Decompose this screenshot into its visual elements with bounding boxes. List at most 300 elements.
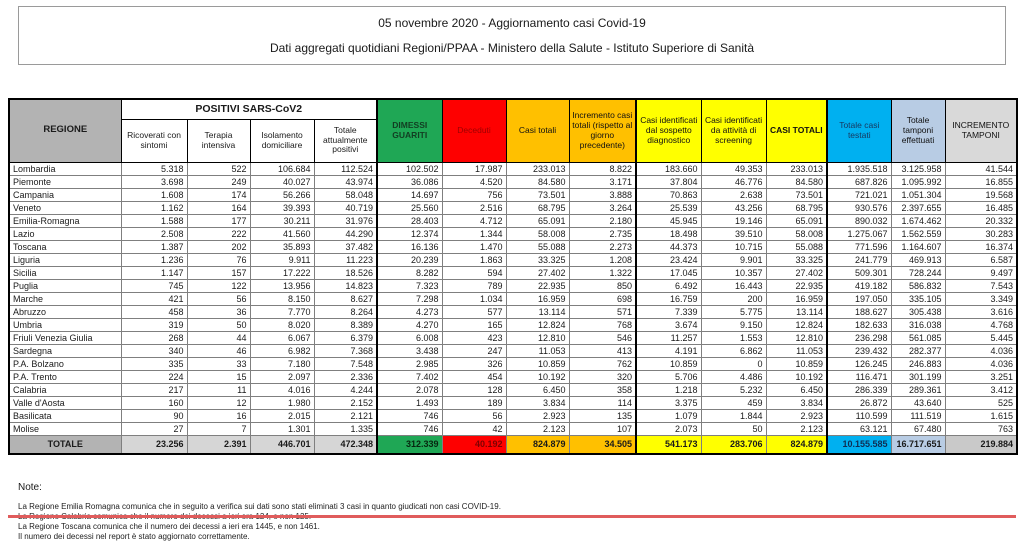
value-cell: 15 (187, 370, 250, 383)
value-cell: 67.480 (891, 422, 945, 435)
value-cell: 55.088 (766, 240, 827, 253)
value-cell: 6.492 (636, 279, 701, 292)
col-header-incremento-casi: Incremento casi totali (rispetto al giorno precedente) (569, 99, 636, 162)
value-cell: 16.485 (945, 201, 1017, 214)
total-value-cell: 824.879 (766, 435, 827, 454)
value-cell: 177 (187, 214, 250, 227)
value-cell: 1.844 (701, 409, 766, 422)
value-cell: 58.008 (506, 227, 569, 240)
value-cell: 164 (187, 201, 250, 214)
value-cell: 10.715 (701, 240, 766, 253)
table-row (9, 175, 1017, 188)
value-cell: 25.539 (636, 201, 701, 214)
value-cell: 268 (121, 331, 187, 344)
value-cell: 39.510 (701, 227, 766, 240)
value-cell: 44 (187, 331, 250, 344)
value-cell: 721.021 (827, 188, 891, 201)
value-cell: 39.393 (250, 201, 314, 214)
value-cell: 22.935 (766, 279, 827, 292)
value-cell: 188.627 (827, 305, 891, 318)
value-cell: 3.674 (636, 318, 701, 331)
region-name: Friuli Venezia Giulia (9, 331, 121, 344)
value-cell: 239.432 (827, 344, 891, 357)
value-cell: 246.883 (891, 357, 945, 370)
value-cell: 12.374 (377, 227, 442, 240)
col-header-isolamento: Isolamento domiciliare (250, 119, 314, 162)
value-cell: 3.171 (569, 175, 636, 188)
value-cell: 73.501 (506, 188, 569, 201)
value-cell: 20.332 (945, 214, 1017, 227)
value-cell: 1.079 (636, 409, 701, 422)
value-cell: 11.257 (636, 331, 701, 344)
table-row (9, 188, 1017, 201)
value-cell: 2.273 (569, 240, 636, 253)
value-cell: 1.301 (250, 422, 314, 435)
value-cell: 116.471 (827, 370, 891, 383)
value-cell: 423 (442, 331, 506, 344)
value-cell: 1.034 (442, 292, 506, 305)
value-cell: 594 (442, 266, 506, 279)
table-row (9, 279, 1017, 292)
table-row (9, 253, 1017, 266)
value-cell: 90 (121, 409, 187, 422)
value-cell: 1.935.518 (827, 162, 891, 175)
value-cell: 37.482 (314, 240, 377, 253)
value-cell: 233.013 (506, 162, 569, 175)
value-cell: 46.776 (701, 175, 766, 188)
value-cell: 789 (442, 279, 506, 292)
value-cell: 36.086 (377, 175, 442, 188)
col-header-regione: REGIONE (9, 99, 121, 162)
col-header-screening: Casi identificati da attività di screening (701, 99, 766, 162)
value-cell: 6.379 (314, 331, 377, 344)
value-cell: 107 (569, 422, 636, 435)
report-header (18, 6, 1006, 65)
value-cell: 2.516 (442, 201, 506, 214)
region-name: Umbria (9, 318, 121, 331)
value-cell: 10.357 (701, 266, 766, 279)
value-cell: 73.501 (766, 188, 827, 201)
value-cell: 3.251 (945, 370, 1017, 383)
col-header-sospetto-diagnostico: Casi identificati dal sospetto diagnostico (636, 99, 701, 162)
value-cell: 102.502 (377, 162, 442, 175)
value-cell: 49.353 (701, 162, 766, 175)
value-cell: 771.596 (827, 240, 891, 253)
value-cell: 14.823 (314, 279, 377, 292)
value-cell: 316.038 (891, 318, 945, 331)
region-name: Marche (9, 292, 121, 305)
value-cell: 33.325 (506, 253, 569, 266)
region-name: Puglia (9, 279, 121, 292)
value-cell: 135 (569, 409, 636, 422)
region-name: Emilia-Romagna (9, 214, 121, 227)
value-cell: 30.211 (250, 214, 314, 227)
value-cell: 68.795 (506, 201, 569, 214)
col-header-totale-casi-testati: Totale casi testati (827, 99, 891, 162)
value-cell: 2.097 (250, 370, 314, 383)
value-cell: 469.913 (891, 253, 945, 266)
value-cell: 2.508 (121, 227, 187, 240)
value-cell: 2.078 (377, 383, 442, 396)
value-cell: 222 (187, 227, 250, 240)
value-cell: 358 (569, 383, 636, 396)
table-row (9, 396, 1017, 409)
value-cell: 46 (187, 344, 250, 357)
region-name: Liguria (9, 253, 121, 266)
value-cell: 522 (187, 162, 250, 175)
value-cell: 217 (121, 383, 187, 396)
value-cell: 7.368 (314, 344, 377, 357)
table-row (9, 409, 1017, 422)
value-cell: 2.397.655 (891, 201, 945, 214)
value-cell: 930.576 (827, 201, 891, 214)
value-cell: 1.051.304 (891, 188, 945, 201)
value-cell: 5.775 (701, 305, 766, 318)
value-cell: 122 (187, 279, 250, 292)
report-title: 05 novembre 2020 - Aggiornamento casi Covid-19 (378, 16, 646, 30)
value-cell: 890.032 (827, 214, 891, 227)
value-cell: 165 (442, 318, 506, 331)
total-value-cell: 472.348 (314, 435, 377, 454)
report-subtitle: Dati aggregati quotidiani Regioni/PPAA - Ministero della Salute - Istituto Superiore di Sanità (269, 41, 755, 55)
value-cell: 43.256 (701, 201, 766, 214)
value-cell: 12.824 (766, 318, 827, 331)
value-cell: 7.323 (377, 279, 442, 292)
value-cell: 23.424 (636, 253, 701, 266)
value-cell: 44.373 (636, 240, 701, 253)
value-cell: 8.020 (250, 318, 314, 331)
value-cell: 16 (187, 409, 250, 422)
value-cell: 65.091 (766, 214, 827, 227)
notes-lines (18, 502, 1024, 542)
value-cell: 4.036 (945, 357, 1017, 370)
value-cell: 18.498 (636, 227, 701, 240)
value-cell: 65.091 (506, 214, 569, 227)
value-cell: 0 (701, 357, 766, 370)
value-cell: 7.543 (945, 279, 1017, 292)
value-cell: 2.923 (766, 409, 827, 422)
value-cell: 236.298 (827, 331, 891, 344)
value-cell: 174 (187, 188, 250, 201)
value-cell: 746 (377, 409, 442, 422)
value-cell: 289.361 (891, 383, 945, 396)
value-cell: 8.264 (314, 305, 377, 318)
value-cell: 28.403 (377, 214, 442, 227)
col-header-deceduti: Deceduti (442, 99, 506, 162)
value-cell: 18.526 (314, 266, 377, 279)
covid-data-table (8, 98, 1018, 455)
value-cell: 2.073 (636, 422, 701, 435)
value-cell: 459 (701, 396, 766, 409)
col-header-incremento-tamponi: INCREMENTO TAMPONI (945, 99, 1017, 162)
value-cell: 16.959 (766, 292, 827, 305)
value-cell: 157 (187, 266, 250, 279)
value-cell: 7 (187, 422, 250, 435)
value-cell: 11.053 (766, 344, 827, 357)
table-row (9, 214, 1017, 227)
table-row (9, 344, 1017, 357)
value-cell: 50 (187, 318, 250, 331)
value-cell: 50 (701, 422, 766, 435)
table-row (9, 422, 1017, 435)
value-cell: 2.180 (569, 214, 636, 227)
value-cell: 2.985 (377, 357, 442, 370)
table-row (9, 227, 1017, 240)
value-cell: 1.553 (701, 331, 766, 344)
value-cell: 182.633 (827, 318, 891, 331)
value-cell: 37.804 (636, 175, 701, 188)
group-header-positivi: POSITIVI SARS-CoV2 (121, 99, 377, 119)
table-row (9, 370, 1017, 383)
value-cell: 10.859 (506, 357, 569, 370)
total-value-cell: 40.192 (442, 435, 506, 454)
value-cell: 12.810 (506, 331, 569, 344)
value-cell: 12 (187, 396, 250, 409)
value-cell: 1.588 (121, 214, 187, 227)
value-cell: 12.810 (766, 331, 827, 344)
value-cell: 13.114 (766, 305, 827, 318)
region-name: Lazio (9, 227, 121, 240)
value-cell: 45.945 (636, 214, 701, 227)
total-value-cell: 541.173 (636, 435, 701, 454)
value-cell: 850 (569, 279, 636, 292)
bottom-red-strip (8, 515, 1016, 518)
value-cell: 36 (187, 305, 250, 318)
region-name: Piemonte (9, 175, 121, 188)
value-cell: 112.524 (314, 162, 377, 175)
value-cell: 326 (442, 357, 506, 370)
value-cell: 20.239 (377, 253, 442, 266)
value-cell: 10.192 (506, 370, 569, 383)
value-cell: 2.923 (506, 409, 569, 422)
value-cell: 421 (121, 292, 187, 305)
value-cell: 17.222 (250, 266, 314, 279)
value-cell: 241.779 (827, 253, 891, 266)
value-cell: 3.834 (506, 396, 569, 409)
col-header-casi-totali-2: CASI TOTALI (766, 99, 827, 162)
value-cell: 1.562.559 (891, 227, 945, 240)
value-cell: 301.199 (891, 370, 945, 383)
region-name: Basilicata (9, 409, 121, 422)
value-cell: 2.336 (314, 370, 377, 383)
region-name: P.A. Bolzano (9, 357, 121, 370)
value-cell: 4.270 (377, 318, 442, 331)
value-cell: 70.863 (636, 188, 701, 201)
value-cell: 3.616 (945, 305, 1017, 318)
value-cell: 14.697 (377, 188, 442, 201)
value-cell: 4.036 (945, 344, 1017, 357)
value-cell: 9.901 (701, 253, 766, 266)
value-cell: 1.208 (569, 253, 636, 266)
total-value-cell: 2.391 (187, 435, 250, 454)
region-name: Sicilia (9, 266, 121, 279)
total-value-cell: 312.339 (377, 435, 442, 454)
value-cell: 7.339 (636, 305, 701, 318)
value-cell: 11.053 (506, 344, 569, 357)
value-cell: 1.980 (250, 396, 314, 409)
total-row (9, 435, 1017, 454)
value-cell: 11 (187, 383, 250, 396)
value-cell: 509.301 (827, 266, 891, 279)
total-value-cell: 219.884 (945, 435, 1017, 454)
region-name: Sardegna (9, 344, 121, 357)
value-cell: 9.911 (250, 253, 314, 266)
value-cell: 200 (701, 292, 766, 305)
value-cell: 335 (121, 357, 187, 370)
value-cell: 6.450 (506, 383, 569, 396)
value-cell: 687.826 (827, 175, 891, 188)
value-cell: 4.244 (314, 383, 377, 396)
value-cell: 10.859 (636, 357, 701, 370)
value-cell: 160 (121, 396, 187, 409)
value-cell: 1.674.462 (891, 214, 945, 227)
value-cell: 5.318 (121, 162, 187, 175)
value-cell: 56 (187, 292, 250, 305)
value-cell: 5.706 (636, 370, 701, 383)
value-cell: 16.443 (701, 279, 766, 292)
value-cell: 286.339 (827, 383, 891, 396)
value-cell: 27.402 (766, 266, 827, 279)
value-cell: 58.008 (766, 227, 827, 240)
region-name: Veneto (9, 201, 121, 214)
value-cell: 17.987 (442, 162, 506, 175)
region-name: Campania (9, 188, 121, 201)
value-cell: 4.520 (442, 175, 506, 188)
col-header-dimessi-guariti: DIMESSI GUARITI (377, 99, 442, 162)
value-cell: 126.245 (827, 357, 891, 370)
table-row (9, 383, 1017, 396)
value-cell: 16.855 (945, 175, 1017, 188)
value-cell: 4.712 (442, 214, 506, 227)
value-cell: 1.275.067 (827, 227, 891, 240)
value-cell: 35.893 (250, 240, 314, 253)
value-cell: 413 (569, 344, 636, 357)
value-cell: 1.387 (121, 240, 187, 253)
total-value-cell: 824.879 (506, 435, 569, 454)
value-cell: 3.834 (766, 396, 827, 409)
value-cell: 586.832 (891, 279, 945, 292)
notes-title: Note: (18, 481, 42, 493)
value-cell: 111.519 (891, 409, 945, 422)
value-cell: 16.374 (945, 240, 1017, 253)
value-cell: 202 (187, 240, 250, 253)
table-row (9, 331, 1017, 344)
table-header (9, 99, 1017, 162)
value-cell: 1.218 (636, 383, 701, 396)
value-cell: 1.236 (121, 253, 187, 266)
table-row (9, 240, 1017, 253)
table-row (9, 162, 1017, 175)
value-cell: 561.085 (891, 331, 945, 344)
value-cell: 282.377 (891, 344, 945, 357)
note-line: La Regione Toscana comunica che il numero dei decessi a ieri era 1445, e non 1461. (18, 521, 320, 531)
value-cell: 1.335 (314, 422, 377, 435)
value-cell: 6.862 (701, 344, 766, 357)
value-cell: 40.719 (314, 201, 377, 214)
value-cell: 2.123 (506, 422, 569, 435)
value-cell: 728.244 (891, 266, 945, 279)
value-cell: 19.568 (945, 188, 1017, 201)
value-cell: 31.976 (314, 214, 377, 227)
note-line: La Regione Emilia Romagna comunica che in seguito a verifica sui dati sono stati eliminati 3 casi in quanto giudicati non casi COVID-19. (18, 501, 501, 511)
value-cell: 6.008 (377, 331, 442, 344)
value-cell: 110.599 (827, 409, 891, 422)
value-cell: 5.445 (945, 331, 1017, 344)
value-cell: 1.147 (121, 266, 187, 279)
value-cell: 197.050 (827, 292, 891, 305)
value-cell: 4.768 (945, 318, 1017, 331)
value-cell: 3.438 (377, 344, 442, 357)
value-cell: 224 (121, 370, 187, 383)
value-cell: 10.859 (766, 357, 827, 370)
value-cell: 189 (442, 396, 506, 409)
total-value-cell: 446.701 (250, 435, 314, 454)
col-header-ricoverati: Ricoverati con sintomi (121, 119, 187, 162)
value-cell: 3.412 (945, 383, 1017, 396)
value-cell: 577 (442, 305, 506, 318)
total-value-cell: 283.706 (701, 435, 766, 454)
value-cell: 7.402 (377, 370, 442, 383)
value-cell: 7.770 (250, 305, 314, 318)
value-cell: 4.016 (250, 383, 314, 396)
table-row (9, 201, 1017, 214)
value-cell: 4.191 (636, 344, 701, 357)
value-cell: 340 (121, 344, 187, 357)
value-cell: 4.486 (701, 370, 766, 383)
value-cell: 8.389 (314, 318, 377, 331)
value-cell: 6.982 (250, 344, 314, 357)
value-cell: 546 (569, 331, 636, 344)
value-cell: 6.450 (766, 383, 827, 396)
value-cell: 5.232 (701, 383, 766, 396)
value-cell: 1.164.607 (891, 240, 945, 253)
value-cell: 42 (442, 422, 506, 435)
region-name: Toscana (9, 240, 121, 253)
value-cell: 68.795 (766, 201, 827, 214)
value-cell: 698 (569, 292, 636, 305)
value-cell: 756 (442, 188, 506, 201)
value-cell: 55.088 (506, 240, 569, 253)
value-cell: 26.872 (827, 396, 891, 409)
value-cell: 16.959 (506, 292, 569, 305)
value-cell: 22.935 (506, 279, 569, 292)
table-row (9, 357, 1017, 370)
value-cell: 1.863 (442, 253, 506, 266)
value-cell: 1.493 (377, 396, 442, 409)
value-cell: 2.735 (569, 227, 636, 240)
value-cell: 3.125.958 (891, 162, 945, 175)
value-cell: 6.587 (945, 253, 1017, 266)
value-cell: 1.470 (442, 240, 506, 253)
value-cell: 2.638 (701, 188, 766, 201)
value-cell: 33.325 (766, 253, 827, 266)
value-cell: 319 (121, 318, 187, 331)
value-cell: 1.344 (442, 227, 506, 240)
value-cell: 6.067 (250, 331, 314, 344)
region-name: Lombardia (9, 162, 121, 175)
total-value-cell: 10.155.585 (827, 435, 891, 454)
col-header-casi-totali: Casi totali (506, 99, 569, 162)
value-cell: 11.223 (314, 253, 377, 266)
value-cell: 746 (377, 422, 442, 435)
value-cell: 233.013 (766, 162, 827, 175)
note-line: Il numero dei decessi nel report è stato aggiornato correttamente. (18, 531, 250, 541)
value-cell: 1.322 (569, 266, 636, 279)
value-cell: 3.264 (569, 201, 636, 214)
value-cell: 247 (442, 344, 506, 357)
total-value-cell: 34.505 (569, 435, 636, 454)
value-cell: 2.121 (314, 409, 377, 422)
